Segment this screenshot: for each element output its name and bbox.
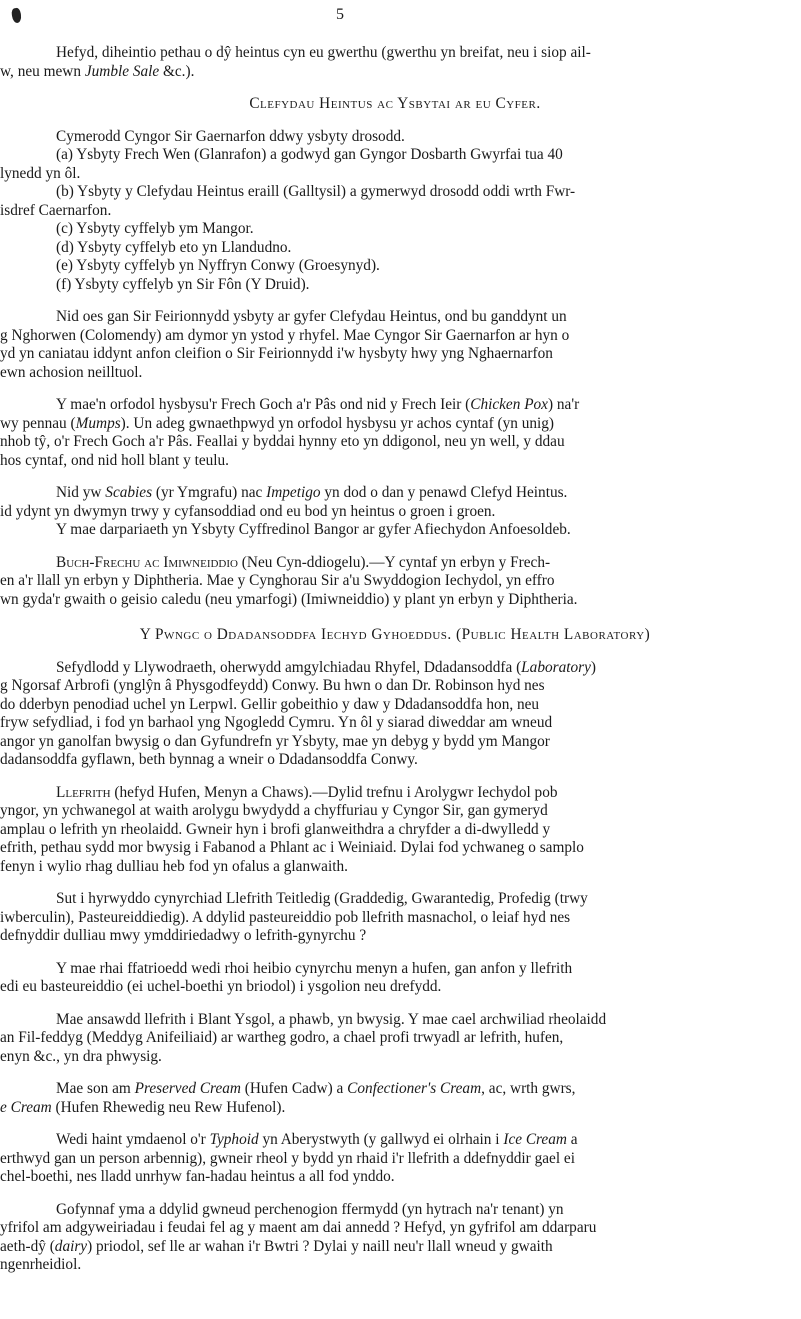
paragraph-line: Buch-Frechu ac Imiwneiddio (Neu Cyn-ddiogelu).—Y cyntaf yn erbyn y Frech-	[56, 553, 551, 571]
paragraph-line: do dderbyn penodiad uchel yn Lerpwl. Gellir gobeithio y daw y Ddadansoddfa hon, neu	[0, 695, 540, 713]
paragraph-line: edi eu basteureiddio (ei uchel-boethi yn briodol) i ysgolion neu drefydd.	[0, 978, 442, 995]
list-item: (a) Ysbyty Frech Wen (Glanrafon) a godwyd gan Gyngor Dosbarth Gwyrfai tua 40	[56, 146, 563, 163]
paragraph-line: g Nghorwen (Colomendy) am dymor yn ystod y rhyfel. Mae Cyngor Sir Gaernarfon ar hyn o	[0, 326, 570, 344]
paragraph-line: id ydynt yn dwymyn trwy y cyfansoddiad ond eu bod yn heintus o groen i groen.	[0, 502, 496, 520]
paragraph-line: en a'r llall yn erbyn y Diphtheria. Mae y Cynghorau Sir a'u Swyddogion Iechydol, yn effro	[0, 572, 555, 589]
paragraph-line: enyn &c., yn dra phwysig.	[0, 1047, 162, 1065]
paragraph-line: iwberculin), Pasteureiddiedig). A ddylid pasteureiddio pob llefrith masnachol, o leiaf hyd nes	[0, 908, 571, 926]
list-item: (c) Ysbyty cyffelyb ym Mangor.	[56, 220, 254, 237]
list-item: (f) Ysbyty cyffelyb yn Sir Fôn (Y Druid).	[56, 275, 310, 293]
paragraph-line: erthwyd gan un person arbennig), gwneir rheol y bydd yn rhaid i'r llefrith a ddefnyddir gael ei	[0, 1149, 575, 1167]
paragraph-line: fenyn i wylio rhag dulliau heb fod yn ofalus a glanwaith.	[0, 857, 348, 875]
paragraph-line: aeth-dŷ (dairy) priodol, sef lle ar wahan i'r Bwtri ? Dylai y naill neu'r llall wneud y gwaith	[0, 1237, 553, 1255]
paragraph-line: an Fil-feddyg (Meddyg Anifeiliaid) ar wartheg godro, a chael profi trwyadl ar lefrith, hufen,	[0, 1029, 564, 1046]
paragraph-line: Y mae darpariaeth yn Ysbyty Cyffredinol Bangor ar gyfer Afiechydon Anfoesoldeb.	[56, 521, 571, 538]
list-item-continued: isdref Caernarfon.	[0, 201, 112, 219]
paragraph-line: Cymerodd Cyngor Sir Gaernarfon ddwy ysbyty drosodd.	[56, 127, 405, 145]
paragraph-line: amplau o lefrith yn rheolaidd. Gwneir hyn i brofi glanweithdra a chryfder a di-dwylledd y	[0, 820, 551, 838]
paragraph-line: nhob tŷ, o'r Frech Goch a'r Pâs. Feallai y byddai hynny eto yn ddigonol, neu yn well, y ddau	[0, 433, 565, 450]
paragraph-line: Sut i hyrwyddo cynyrchiad Llefrith Teitledig (Graddedig, Gwarantedig, Profedig (trwy	[56, 890, 588, 907]
paragraph-line: Hefyd, diheintio pethau o dŷ heintus cyn eu gwerthu (gwerthu yn breifat, neu i siop ail-	[56, 44, 591, 61]
page-number: 5	[336, 6, 344, 23]
paragraph-line: fryw sefydliad, i fod yn barhaol yng Ngogledd Cymru. Yn ôl y siarad diweddar am wneud	[0, 714, 553, 731]
list-item-continued: lynedd yn ôl.	[0, 164, 81, 182]
paragraph-line: hos cyntaf, ond nid holl blant y teulu.	[0, 451, 229, 469]
section-heading: Y Pwngc o Ddadansoddfa Iechyd Gyhoeddus. (Public Health Laboratory)	[139, 626, 651, 643]
paragraph-line: Mae ansawdd llefrith i Blant Ysgol, a phawb, yn bwysig. Y mae cael archwiliad rheolaidd	[56, 1010, 607, 1028]
page-body	[0, 44, 790, 1275]
paragraph-line: Y mae'n orfodol hysbysu'r Frech Goch a'r Pâs ond nid y Frech Ieir (Chicken Pox) na'r	[56, 396, 580, 413]
ink-blot	[11, 7, 22, 23]
paragraph-line: Y mae rhai ffatrioedd wedi rhoi heibio cynyrchu menyn a hufen, gan anfon y llefrith	[56, 959, 573, 977]
paragraph-line: chel-boethi, nes lladd unrhyw fan-hadau heintus a all fod ynddo.	[0, 1168, 395, 1185]
paragraph-line: Nid yw Scabies (yr Ymgrafu) nac Impetigo yn dod o dan y penawd Clefyd Heintus.	[56, 484, 568, 501]
paragraph-line: angor yn ganolfan bwysig o dan Gyfundrefn yr Ysbyty, mae yn debyg y bydd ym Mangor	[0, 732, 550, 750]
paragraph-line: wn gyda'r gwaith o geisio caledu (neu ymarfogi) (Imiwneiddio) y plant yn erbyn y Diphtheria.	[0, 590, 578, 608]
list-item: (d) Ysbyty cyffelyb eto yn Llandudno.	[56, 238, 292, 256]
paragraph-line: wy pennau (Mumps). Un adeg gwnaethpwyd yn orfodol hysbysu yr achos cyntaf (yn unig)	[0, 414, 554, 432]
paragraph-line: efrith, pethau sydd mor bwysig i Fabanod a Phlant ac i Weiniaid. Dylai fod ychwaneg o samplo	[0, 839, 584, 856]
paragraph-line: Wedi haint ymdaenol o'r Typhoid yn Aberystwyth (y gallwyd ei olrhain i Ice Cream a	[56, 1131, 578, 1148]
list-item: (e) Ysbyty cyffelyb yn Nyffryn Conwy (Groesynyd).	[56, 257, 380, 274]
paragraph-line: Mae son am Preserved Cream (Hufen Cadw) a Confectioner's Cream, ac, wrth gwrs,	[56, 1080, 576, 1097]
paragraph-line: Gofynnaf yma a ddylid gwneud perchenogion ffermydd (yn hytrach na'r tenant) yn	[56, 1200, 564, 1218]
paragraph-line: yngor, yn ychwanegol at waith arolygu bwydydd a chyffuriau y Cyngor Sir, gan gymeryd	[0, 802, 548, 819]
list-item: (b) Ysbyty y Clefydau Heintus eraill (Galltysil) a gymerwyd drosodd oddi wrth Fwr-	[56, 183, 576, 200]
paragraph-line: w, neu mewn Jumble Sale &c.).	[0, 62, 195, 80]
paragraph-line: Llefrith (hefyd Hufen, Menyn a Chaws).—Dylid trefnu i Arolygwr Iechydol pob	[56, 783, 558, 801]
paragraph-line: yd yn caniatau iddynt anfon cleifion o Sir Feirionnydd i'w hysbyty hwy yng Nghaernarfon	[0, 345, 553, 362]
paragraph-line: Nid oes gan Sir Feirionnydd ysbyty ar gyfer Clefydau Heintus, ond bu ganddynt un	[56, 308, 567, 325]
paragraph-line: ewn achosion neilltuol.	[0, 363, 143, 381]
paragraph-line: yfrifol am adgyweiriadau i feudai fel ag y maent am dai annedd ? Hefyd, yn gyfrifol am ddarparu	[0, 1219, 597, 1236]
paragraph-line: ngenrheidiol.	[0, 1256, 82, 1273]
paragraph-line: g Ngorsaf Arbrofi (ynglŷn â Physgodfeydd) Conwy. Bu hwn o dan Dr. Robinson hyd nes	[0, 677, 545, 694]
paragraph-line: e Cream (Hufen Rhewedig neu Rew Hufenol).	[0, 1098, 286, 1116]
paragraph-line: dadansoddfa gyflawn, beth bynnag a wneir o Ddadansoddfa Conwy.	[0, 751, 418, 768]
section-heading: Clefydau Heintus ac Ysbytai ar eu Cyfer.	[249, 95, 541, 112]
paragraph-line: defnyddir dulliau mwy ymddiriedadwy o lefrith-gynyrchu ?	[0, 927, 367, 944]
paragraph-line: Sefydlodd y Llywodraeth, oherwydd amgylchiadau Rhyfel, Ddadansoddfa (Laboratory)	[56, 658, 596, 676]
